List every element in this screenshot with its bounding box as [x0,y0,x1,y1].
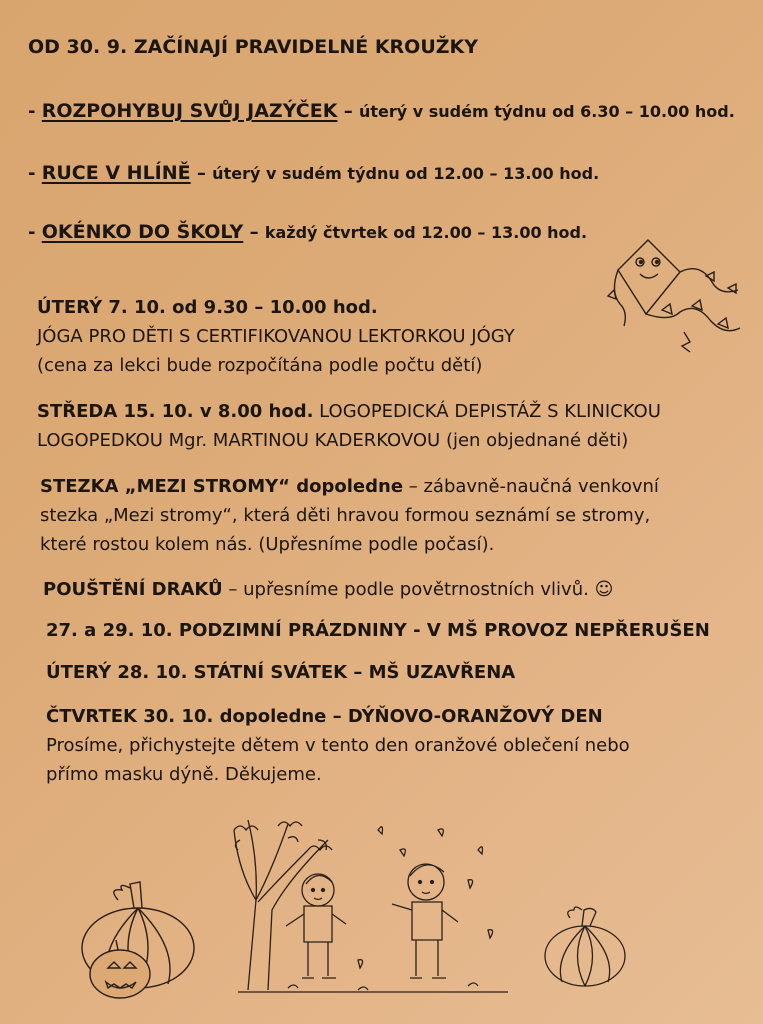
club-schedule: úterý v sudém týdnu od 6.30 – 10.00 hod. [358,102,735,121]
trail-text-2: stezka „Mezi stromy“, která děti hravou formou seznámí se stromy, [40,505,651,526]
trail-title: STEZKA „MEZI STROMY“ dopoledne [40,476,404,497]
trail-text: – zábavně-naučná venkovní [403,476,659,497]
kites-text: – upřesníme podle povětrnostních vlivů. ☺ [222,579,614,600]
kites-event [43,579,613,600]
club-item [28,162,599,184]
kites-title: POUŠTĚNÍ DRAKŮ [43,579,223,600]
pumpkin-day-text-2: přímo masku dýně. Děkujeme. [46,764,322,785]
page-title: OD 30. 9. ZAČÍNAJÍ PRAVIDELNÉ KROUŽKY [28,36,479,58]
club-item [28,100,735,122]
trail-event [40,476,659,497]
club-dash: - [28,222,42,243]
club-schedule: každý čtvrtek od 12.00 – 13.00 hod. [264,223,588,242]
club-item [28,221,587,243]
pumpkin-day-title: ČTVRTEK 30. 10. dopoledne – DÝŇOVO-ORANŽOVÝ DEN [46,706,603,727]
tree-children-illustration [228,810,518,1000]
national-holiday-event: ÚTERÝ 28. 10. STÁTNÍ SVÁTEK – MŠ UZAVŘENA [46,662,516,683]
club-schedule: úterý v sudém týdnu od 12.00 – 13.00 hod. [212,164,600,183]
yoga-note: (cena za lekci bude rozpočítána podle počtu dětí) [37,355,483,376]
speech-text: LOGOPEDICKÁ DEPISTÁŽ S KLINICKOU [313,401,661,422]
club-sep: – [190,163,213,184]
yoga-text: JÓGA PRO DĚTI S CERTIFIKOVANOU LEKTORKOU JÓGY [37,326,515,347]
speech-event [37,401,661,422]
speech-text-2: LOGOPEDKOU Mgr. MARTINOU KADERKOVOU (jen objednané děti) [37,430,629,451]
kite-illustration [600,232,750,362]
pumpkin-day-text: Prosíme, přichystejte dětem v tento den oranžové oblečení nebo [46,735,630,756]
pumpkins-left-illustration [78,878,198,1003]
trail-text-3: které rostou kolem nás. (Upřesníme podle počasí). [40,534,495,555]
club-dash: - [28,101,42,122]
holidays-event: 27. a 29. 10. PODZIMNÍ PRÁZDNINY - V MŠ PROVOZ NEPŘERUŠEN [46,620,710,641]
yoga-date: ÚTERÝ 7. 10. od 9.30 – 10.00 hod. [37,297,378,318]
speech-date: STŘEDA 15. 10. v 8.00 hod. [37,401,314,422]
club-sep: – [337,101,359,122]
club-dash: - [28,163,42,184]
club-sep: – [243,222,265,243]
club-name: OKÉNKO DO ŠKOLY [41,221,244,243]
pumpkin-right-illustration [540,902,630,992]
club-name: ROZPOHYBUJ SVŮJ JAZÝČEK [41,100,338,122]
club-name: RUCE V HLÍNĚ [41,162,191,184]
